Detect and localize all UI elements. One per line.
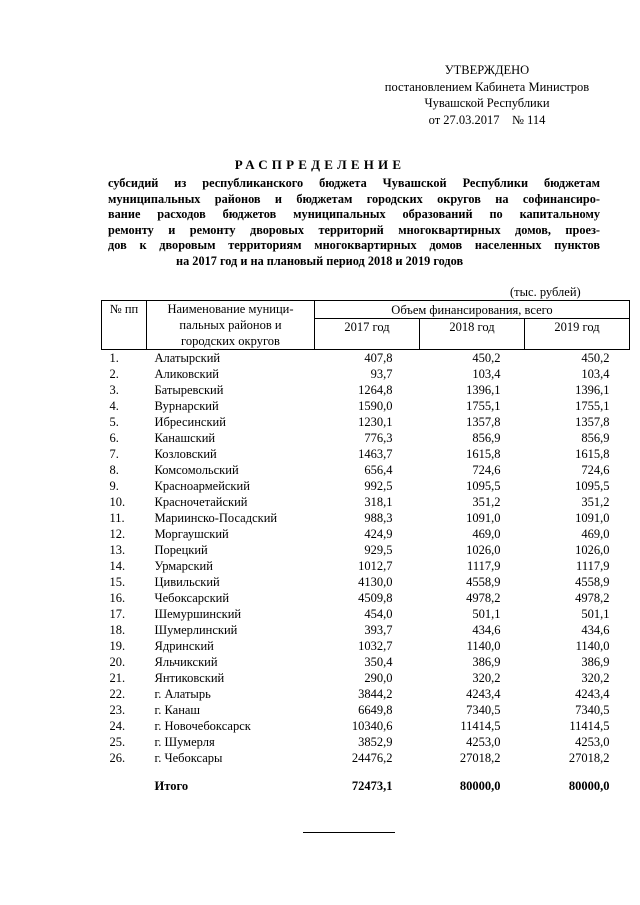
row-value-2017: 776,3 [364, 431, 393, 445]
row-name: Яльчикский [154, 655, 218, 669]
row-value-2017: 1264,8 [358, 383, 393, 397]
table-row [102, 542, 630, 558]
row-value-2017: 656,4 [364, 463, 393, 477]
row-value-2017: 992,5 [364, 479, 393, 493]
subtitle-line: муниципальных районов и бюджетам городских округов на софинансиро- [108, 191, 600, 206]
row-number: 24. [109, 719, 126, 733]
row-number: 11. [109, 511, 125, 525]
row-value-2018: 320,2 [472, 671, 501, 685]
row-value-2018: 434,6 [472, 623, 501, 637]
table-row [102, 750, 630, 766]
row-value-2018: 386,9 [472, 655, 501, 669]
header-year-2018: 2018 год [420, 319, 525, 350]
total-value-2019: 80000,0 [568, 779, 610, 793]
row-value-2017: 3844,2 [358, 687, 393, 701]
row-value-2019: 469,0 [581, 527, 610, 541]
row-value-2017: 454,0 [364, 607, 393, 621]
row-value-2018: 1357,8 [466, 415, 501, 429]
subtitle-line: дов к дворовым территориям многоквартирных домов населенных пунктов [108, 238, 600, 252]
row-number: 25. [109, 735, 126, 749]
table-row [102, 462, 630, 478]
document-subtitle [108, 176, 600, 269]
row-value-2017: 10340,6 [351, 719, 393, 733]
row-name: Красноармейский [154, 479, 250, 493]
row-name: Порецкий [154, 543, 208, 557]
row-value-2017: 318,1 [364, 495, 393, 509]
row-number: 15. [109, 575, 126, 589]
table-row [102, 494, 630, 510]
row-value-2019: 1755,1 [575, 399, 610, 413]
row-value-2017: 988,3 [364, 511, 393, 525]
row-value-2018: 4243,4 [466, 687, 501, 701]
row-value-2017: 1012,7 [358, 559, 393, 573]
row-name: Комсомольский [154, 463, 239, 477]
row-value-2017: 4130,0 [358, 575, 393, 589]
table-row [102, 590, 630, 606]
total-value-2017: 72473,1 [351, 779, 393, 793]
row-name: Ядринский [154, 639, 214, 653]
header-name: Наименование муници-пальных районов и городских округов [147, 301, 315, 350]
row-value-2017: 424,9 [364, 527, 393, 541]
row-value-2019: 1095,5 [575, 479, 610, 493]
row-name: Алатырский [154, 351, 221, 365]
row-value-2019: 1396,1 [575, 383, 610, 397]
row-value-2019: 351,2 [581, 495, 610, 509]
row-value-2019: 4978,2 [575, 591, 610, 605]
row-value-2019: 4253,0 [575, 735, 610, 749]
row-name: г. Новочебоксарск [154, 719, 251, 733]
row-value-2017: 290,0 [364, 671, 393, 685]
row-number: 20. [109, 655, 126, 669]
subtitle-line: на 2017 год и на плановый период 2018 и 2019 годов [176, 253, 464, 268]
row-number: 21. [109, 671, 126, 685]
total-row [102, 766, 630, 794]
row-value-2019: 501,1 [581, 607, 610, 621]
table-row [102, 654, 630, 670]
document-title: РАСПРЕДЕЛЕНИЕ [234, 157, 406, 172]
row-number: 7. [109, 447, 119, 461]
row-value-2018: 1140,0 [466, 639, 501, 653]
row-number: 22. [109, 687, 126, 701]
row-number: 8. [109, 463, 119, 477]
total-value-2018: 80000,0 [459, 779, 501, 793]
subtitle-line: вание расходов бюджетов муниципальных образований по капитальному [108, 207, 600, 221]
row-value-2019: 1117,9 [576, 559, 610, 573]
table-row [102, 526, 630, 542]
table-row [102, 686, 630, 702]
row-value-2019: 724,6 [581, 463, 610, 477]
row-number: 17. [109, 607, 126, 621]
table-row [102, 414, 630, 430]
row-name: Янтиковский [154, 671, 225, 685]
row-value-2019: 1615,8 [575, 447, 610, 461]
row-value-2019: 4558,9 [575, 575, 610, 589]
row-value-2018: 4558,9 [466, 575, 501, 589]
row-value-2018: 1615,8 [466, 447, 501, 461]
approval-republic: Чувашской Республики [424, 96, 550, 110]
row-value-2019: 856,9 [581, 431, 610, 445]
row-value-2017: 350,4 [364, 655, 393, 669]
table-row [102, 734, 630, 750]
approval-date-number: от 27.03.2017 № 114 [428, 112, 546, 127]
row-name: г. Шумерля [154, 735, 215, 749]
total-label: Итого [154, 779, 189, 793]
row-number: 2. [109, 367, 119, 381]
row-number: 18. [109, 623, 126, 637]
row-value-2017: 93,7 [370, 367, 393, 381]
approval-issuer: постановлением Кабинета Министров [384, 79, 590, 94]
table-row [102, 670, 630, 686]
row-number: 5. [109, 415, 119, 429]
row-value-2019: 386,9 [581, 655, 610, 669]
funding-table [101, 300, 630, 794]
row-value-2019: 4243,4 [575, 687, 610, 701]
table-row [102, 718, 630, 734]
row-value-2018: 27018,2 [459, 751, 501, 765]
row-number: 12. [109, 527, 126, 541]
header-year-2017: 2017 год [315, 319, 420, 350]
row-name: г. Алатырь [154, 687, 211, 701]
row-value-2018: 7340,5 [466, 703, 501, 717]
row-value-2018: 1091,0 [466, 511, 501, 525]
row-value-2018: 1755,1 [466, 399, 501, 413]
row-value-2019: 27018,2 [568, 751, 610, 765]
row-number: 19. [109, 639, 126, 653]
row-number: 26. [109, 751, 126, 765]
row-name: Красночетайский [154, 495, 248, 509]
subtitle-line: субсидий из республиканского бюджета Чувашской Республики бюджетам [108, 176, 600, 190]
row-value-2017: 4509,8 [358, 591, 393, 605]
row-value-2017: 1590,0 [358, 399, 393, 413]
row-name: Шумерлинский [154, 623, 238, 637]
table-row [102, 398, 630, 414]
header-number: № пп [102, 301, 147, 350]
row-name: Чебоксарский [154, 591, 230, 605]
row-name: Мариинско-Посадский [154, 511, 278, 525]
table-row [102, 446, 630, 462]
table-row [102, 622, 630, 638]
total-number-cell [102, 766, 147, 794]
table-row [102, 558, 630, 574]
approval-block [352, 62, 622, 128]
row-value-2017: 1463,7 [358, 447, 393, 461]
row-value-2017: 407,8 [364, 351, 393, 365]
row-value-2019: 1140,0 [575, 639, 610, 653]
table-row [102, 430, 630, 446]
header-funding-total: Объем финансирования, всего [315, 301, 630, 319]
row-value-2017: 1230,1 [358, 415, 393, 429]
row-value-2018: 351,2 [472, 495, 501, 509]
row-name: Вурнарский [154, 399, 219, 413]
row-name: Моргаушский [154, 527, 229, 541]
row-value-2017: 929,5 [364, 543, 393, 557]
row-value-2019: 11414,5 [569, 719, 610, 733]
row-value-2019: 7340,5 [575, 703, 610, 717]
row-value-2018: 4253,0 [466, 735, 501, 749]
row-value-2018: 1095,5 [466, 479, 501, 493]
row-number: 4. [109, 399, 119, 413]
row-name: Батыревский [154, 383, 224, 397]
row-value-2018: 103,4 [472, 367, 501, 381]
table-row [102, 478, 630, 494]
row-value-2019: 103,4 [581, 367, 610, 381]
table-row [102, 366, 630, 382]
row-number: 23. [109, 703, 126, 717]
table-row [102, 350, 630, 367]
subtitle-line: ремонту и ремонту дворовых территорий многоквартирных домов, проез- [108, 222, 600, 237]
row-value-2019: 1026,0 [575, 543, 610, 557]
row-number: 9. [109, 479, 119, 493]
table-row [102, 606, 630, 622]
row-name: Аликовский [154, 367, 219, 381]
row-value-2018: 11414,5 [460, 719, 501, 733]
row-number: 13. [109, 543, 126, 557]
row-number: 16. [109, 591, 126, 605]
row-value-2019: 1357,8 [575, 415, 610, 429]
row-name: г. Канаш [154, 703, 201, 717]
row-value-2018: 1117,9 [467, 559, 501, 573]
row-name: г. Чебоксары [154, 751, 223, 765]
row-value-2017: 393,7 [364, 623, 393, 637]
row-name: Цивильский [154, 575, 220, 589]
table-row [102, 510, 630, 526]
header-year-2019: 2019 год [525, 319, 630, 350]
row-value-2017: 1032,7 [358, 639, 393, 653]
row-value-2017: 24476,2 [351, 751, 393, 765]
row-value-2018: 4978,2 [466, 591, 501, 605]
row-value-2019: 320,2 [581, 671, 610, 685]
units-label: (тыс. рублей) [510, 285, 581, 299]
row-value-2018: 1026,0 [466, 543, 501, 557]
row-value-2018: 450,2 [472, 351, 501, 365]
row-number: 3. [109, 383, 119, 397]
row-name: Козловский [154, 447, 217, 461]
row-name: Канашский [154, 431, 216, 445]
row-value-2019: 1091,0 [575, 511, 610, 525]
row-value-2019: 434,6 [581, 623, 610, 637]
row-number: 1. [109, 351, 119, 365]
row-number: 6. [109, 431, 119, 445]
approval-title: УТВЕРЖДЕНО [444, 63, 530, 77]
row-value-2017: 6649,8 [358, 703, 393, 717]
row-value-2018: 469,0 [472, 527, 501, 541]
row-value-2018: 501,1 [472, 607, 501, 621]
table-row [102, 382, 630, 398]
row-value-2018: 1396,1 [466, 383, 501, 397]
row-value-2018: 724,6 [472, 463, 501, 477]
row-value-2018: 856,9 [472, 431, 501, 445]
footer-divider [303, 832, 395, 833]
table-row [102, 638, 630, 654]
table-row [102, 574, 630, 590]
row-value-2019: 450,2 [581, 351, 610, 365]
row-value-2017: 3852,9 [358, 735, 393, 749]
row-name: Шемуршинский [154, 607, 242, 621]
row-number: 10. [109, 495, 126, 509]
row-number: 14. [109, 559, 126, 573]
row-name: Урмарский [154, 559, 213, 573]
row-name: Ибресинский [154, 415, 226, 429]
table-row [102, 702, 630, 718]
